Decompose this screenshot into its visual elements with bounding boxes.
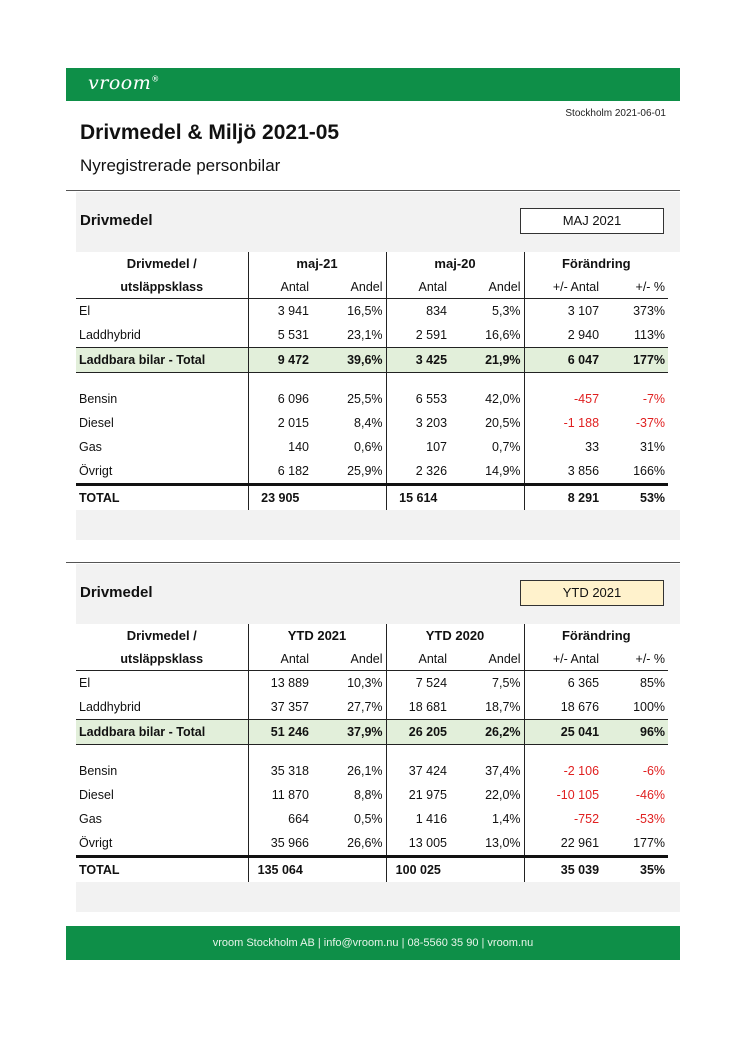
cell-change-percent: -6% [642,764,666,778]
table-subheader-row [76,648,668,671]
cell-change-percent: 53% [602,485,668,511]
cell-change-count: -10 105 [524,783,602,807]
cell-count-current: 5 531 [248,323,312,348]
row-label: El [79,304,91,318]
cell-change-percent: 177% [633,836,666,850]
cell-share-current: 23,1% [347,328,383,342]
cell-count-current: 35 318 [248,759,312,783]
cell-change-count: 25 041 [524,720,602,745]
row-label: Bensin [79,764,118,778]
table-header-row [76,624,668,648]
data-table [76,252,668,510]
cell-share-current: 37,9% [312,720,386,745]
cell-share-previous: 5,3% [492,304,521,318]
cell-share-previous: 1,4% [492,812,521,826]
cell-change-count: -2 106 [524,759,602,783]
table-row [76,695,668,720]
cell-change-percent: 35% [602,857,668,883]
table-row [76,387,668,411]
cell-count-current: 6 182 [248,459,312,485]
cell-count-previous: 26 205 [386,720,450,745]
cell-count-previous: 1 416 [386,807,450,831]
total-row [76,485,668,511]
row-label: Diesel [79,788,114,802]
subheader: Andel [450,648,524,671]
cell-count-current: 664 [248,807,312,831]
cell-change-percent: -37% [635,416,666,430]
cell-share-previous: 37,4% [485,764,521,778]
cell-count-previous: 18 681 [386,695,450,720]
cell-change-count: 8 291 [524,485,602,511]
cell-share-current: 16,5% [347,304,383,318]
cell-change-count: 33 [524,435,602,459]
divider [66,190,680,191]
cell-share-current: 39,6% [312,348,386,373]
cell-share-previous: 13,0% [485,836,521,850]
section-header [76,564,680,622]
subheader: +/- Antal [524,648,602,671]
cell-count-current: 13 889 [248,671,312,696]
cell-share-previous: 7,5% [492,676,521,690]
section-title: Drivmedel [80,584,153,601]
cell-change-percent: 100% [633,700,666,714]
cell-change-percent: -53% [635,812,666,826]
row-label: Bensin [79,392,118,406]
cell-count-previous: 21 975 [386,783,450,807]
cell-count-current: 3 941 [248,299,312,324]
cell-count-previous: 15 614 [386,485,450,511]
cell-change-count: 18 676 [524,695,602,720]
table-row [76,435,668,459]
table-row [76,831,668,857]
cell-share-current: 25,5% [347,392,383,406]
cell-share-previous: 26,2% [450,720,524,745]
cell-change-percent: 96% [602,720,668,745]
page-subtitle: Nyregistrerade personbilar [80,156,281,175]
cell-change-count: -1 188 [524,411,602,435]
cell-change-percent: 166% [633,464,666,478]
cell-share-current: 10,3% [347,676,383,690]
cell-change-count: 35 039 [524,857,602,883]
cell-share-current: 8,8% [354,788,383,802]
cell-change-percent: 373% [633,304,666,318]
spacer-row [76,745,668,760]
section-ytd [76,564,680,912]
cell-share-current: 8,4% [354,416,383,430]
cell-count-previous: 13 005 [386,831,450,857]
cell-change-percent: 177% [602,348,668,373]
subtotal-row [76,348,668,373]
table-subheader-row [76,276,668,299]
cell-count-previous: 2 591 [386,323,450,348]
cell-change-count: -457 [524,387,602,411]
cell-count-previous: 107 [386,435,450,459]
col-header-current: YTD 2021 [248,624,386,648]
cell-share-current: 26,1% [347,764,383,778]
cell-count-current: 37 357 [248,695,312,720]
cell-share-previous: 20,5% [485,416,521,430]
table-row [76,671,668,696]
total-row [76,857,668,883]
row-label: Laddbara bilar - Total [76,348,248,373]
row-label: Övrigt [79,464,113,478]
cell-change-count: 3 107 [524,299,602,324]
data-table-wrap [76,252,680,510]
divider [66,562,680,563]
cell-share-current: 0,6% [354,440,383,454]
cell-change-count: 22 961 [524,831,602,857]
subheader: Antal [248,276,312,299]
cell-change-percent: -7% [642,392,666,406]
dateline: Stockholm 2021-06-01 [565,108,666,119]
cell-count-previous: 7 524 [386,671,450,696]
cell-count-previous: 100 025 [386,857,450,883]
cell-share-current: 0,5% [354,812,383,826]
table-row [76,759,668,783]
row-label: Laddbara bilar - Total [76,720,248,745]
table-row [76,807,668,831]
cell-count-current: 11 870 [248,783,312,807]
cell-change-percent: 85% [640,676,666,690]
section-title: Drivmedel [80,212,153,229]
col-header-previous: maj-20 [386,252,524,276]
cell-count-current: 35 966 [248,831,312,857]
cell-share-current: 26,6% [347,836,383,850]
col-header-category-line2: utsläppsklass [76,276,248,299]
cell-share-previous: 14,9% [485,464,521,478]
cell-change-count: 6 365 [524,671,602,696]
vroom-logo: vroom® [88,72,160,94]
section-month [76,192,680,540]
subheader: +/- % [602,276,668,299]
cell-change-percent: 31% [640,440,666,454]
subheader: Antal [386,648,450,671]
cell-count-previous: 37 424 [386,759,450,783]
subheader: +/- % [602,648,668,671]
cell-count-previous: 3 203 [386,411,450,435]
col-header-category: Drivmedel / [126,628,197,643]
cell-count-current: 23 905 [248,485,312,511]
subheader: Andel [450,276,524,299]
cell-share-current: 27,7% [347,700,383,714]
cell-share-current: 25,9% [347,464,383,478]
subheader: Andel [312,276,386,299]
cell-count-current: 6 096 [248,387,312,411]
top-brand-bar [66,68,680,101]
period-label: YTD 2021 [520,580,664,606]
table-row [76,411,668,435]
col-header-change: Förändring [524,624,668,648]
data-table [76,624,668,882]
cell-count-current: 135 064 [248,857,312,883]
period-label: MAJ 2021 [520,208,664,234]
row-label: TOTAL [76,485,248,511]
cell-change-count: 6 047 [524,348,602,373]
subtotal-row [76,720,668,745]
cell-change-count: -752 [524,807,602,831]
table-row [76,783,668,807]
cell-count-current: 51 246 [248,720,312,745]
section-header [76,192,680,250]
row-label: TOTAL [76,857,248,883]
cell-count-current: 2 015 [248,411,312,435]
row-label: Laddhybrid [79,328,141,342]
cell-count-current: 9 472 [248,348,312,373]
col-header-current: maj-21 [248,252,386,276]
row-label: Övrigt [79,836,113,850]
cell-share-previous: 22,0% [485,788,521,802]
table-row [76,459,668,485]
table-header-row [76,252,668,276]
col-header-category-line2: utsläppsklass [76,648,248,671]
col-header-category: Drivmedel / [126,256,197,271]
cell-share-previous: 16,6% [485,328,521,342]
subheader: Antal [248,648,312,671]
cell-change-count: 2 940 [524,323,602,348]
cell-share-previous: 18,7% [485,700,521,714]
data-table-wrap [76,624,680,882]
cell-change-percent: 113% [634,328,666,342]
cell-count-current: 140 [248,435,312,459]
col-header-previous: YTD 2020 [386,624,524,648]
subheader: Andel [312,648,386,671]
subheader: +/- Antal [524,276,602,299]
footer-bar: vroom Stockholm AB | info@vroom.nu | 08-5560 35 90 | vroom.nu [66,926,680,960]
spacer-row [76,373,668,388]
cell-change-percent: -46% [635,788,666,802]
cell-count-previous: 834 [386,299,450,324]
subheader: Antal [386,276,450,299]
row-label: El [79,676,91,690]
cell-count-previous: 3 425 [386,348,450,373]
cell-count-previous: 6 553 [386,387,450,411]
table-row [76,299,668,324]
row-label: Gas [79,812,102,826]
row-label: Gas [79,440,102,454]
table-row [76,323,668,348]
col-header-change: Förändring [524,252,668,276]
page-title: Drivmedel & Miljö 2021-05 [80,121,340,144]
cell-change-count: 3 856 [524,459,602,485]
row-label: Diesel [79,416,114,430]
cell-share-previous: 42,0% [485,392,521,406]
row-label: Laddhybrid [79,700,141,714]
cell-count-previous: 2 326 [386,459,450,485]
cell-share-previous: 21,9% [450,348,524,373]
cell-share-previous: 0,7% [492,440,521,454]
